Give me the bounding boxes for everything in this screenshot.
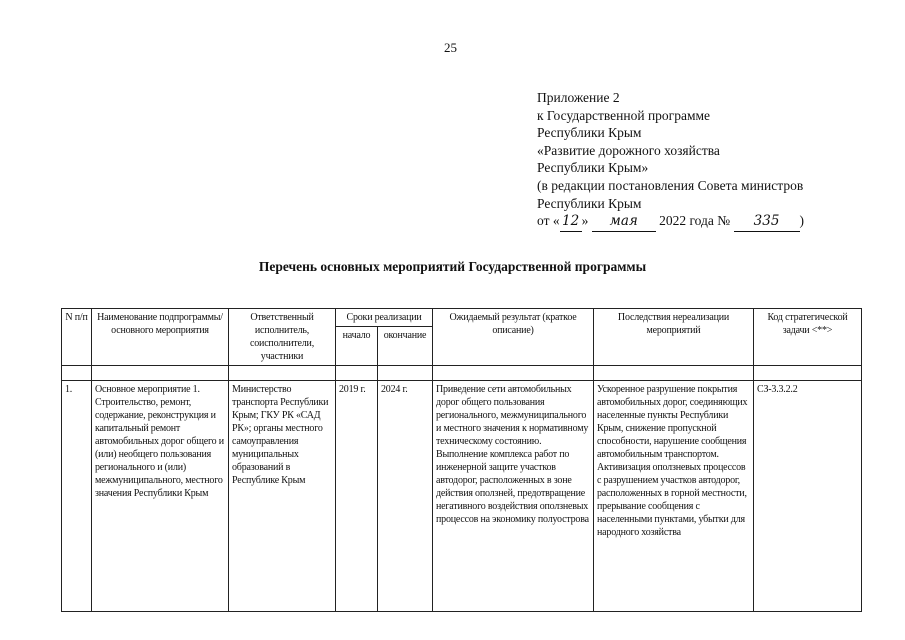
col-header-result: Ожидаемый результат (краткое описание): [433, 309, 594, 366]
appendix-line: Приложение 2: [537, 90, 620, 105]
col-header-num: N п/п: [62, 309, 92, 366]
appendix-line: к Государственной программе: [537, 107, 711, 123]
cell-num: 1.: [62, 381, 92, 612]
col-header-consequences: Последствия нереализации мероприятий: [594, 309, 754, 366]
document-title: Перечень основных мероприятий Государственной программы: [258, 259, 647, 274]
decree-month: мая: [592, 213, 656, 232]
appendix-line: Республики Крым»: [537, 160, 649, 176]
col-header-end: окончание: [378, 327, 433, 366]
col-header-name: Наименование подпрограммы/основного мероприятия: [92, 309, 229, 366]
appendix-line: Республики Крым: [537, 195, 642, 211]
cell-consequences: Ускоренное разрушение покрытия автомобильных дорог, соединяющих населенные пункты Республики Крым, снижение пропускной способности, нарушение сообщения автомобильным транспортом. Активизация оползневых процессов с разрушением участков автодорог, расположенных в горной местности, прерывание сообщения с населенными пунктами, убытки для народного хозяйства: [594, 381, 754, 612]
decree-year-text: 2022 года №: [659, 213, 731, 229]
appendix-header: [537, 89, 867, 232]
cell-result: Приведение сети автомобильных дорог общего пользования регионального, межмуниципального и местного значения к нормативному техническому состоянию. Выполнение комплекса работ по инженерной защите участков автодорог, расположенных в зоне действия оползней, предотвращение негативного воздействия оползневых процессов на экономику полуострова: [433, 381, 594, 612]
date-prefix: от «: [537, 213, 560, 229]
decree-day: 12: [560, 213, 582, 232]
appendix-line: (в редакции постановления Совета министров: [537, 177, 804, 193]
col-header-start: начало: [336, 327, 378, 366]
decree-number: 335: [734, 213, 800, 232]
date-day-close: »: [581, 213, 589, 229]
decree-date-line: [537, 212, 867, 232]
appendix-line: «Развитие дорожного хозяйства: [537, 142, 720, 158]
cell-start: 2019 г.: [336, 381, 378, 612]
cell-code: СЗ-3.3.2.2: [754, 381, 862, 612]
cell-end: 2024 г.: [378, 381, 433, 612]
col-header-period: Сроки реализации: [336, 309, 433, 327]
col-header-code: Код стратегической задачи <**>: [754, 309, 862, 366]
cell-name: Основное мероприятие 1. Строительство, ремонт, содержание, реконструкция и капитальный ремонт автомобильных дорог общего и (или) необщего пользования регионального и (или) межмуниципального, местного значения Республики Крым: [92, 381, 229, 612]
page-number: 25: [444, 40, 457, 55]
close-paren: ): [799, 213, 805, 229]
measures-table: [61, 308, 862, 612]
col-header-executor: Ответственный исполнитель, соисполнители, участники: [229, 309, 336, 366]
table-row: [62, 381, 862, 612]
appendix-line: Республики Крым: [537, 125, 642, 141]
cell-executor: Министерство транспорта Республики Крым; ГКУ РК «САД РК»; органы местного самоуправления муниципальных образований в Республике Крым: [229, 381, 336, 612]
spacer-row: [62, 366, 862, 381]
header-row: [62, 309, 862, 327]
